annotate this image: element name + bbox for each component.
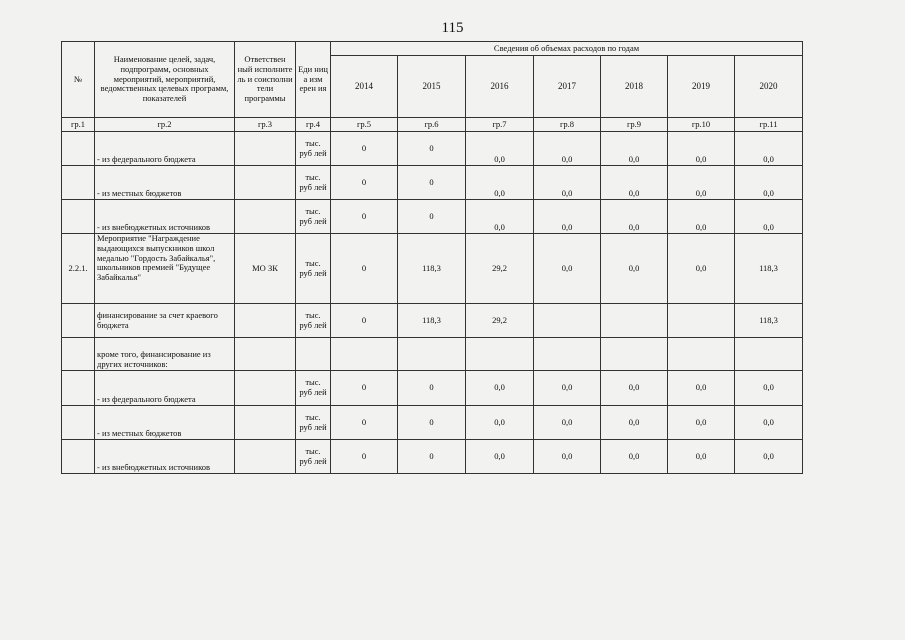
row-name: - из местных бюджетов	[95, 166, 235, 200]
row-value: 0	[398, 166, 466, 200]
row-unit: тыс. руб лей	[296, 234, 331, 304]
row-num	[62, 132, 95, 166]
row-responsible	[235, 338, 296, 371]
row-value	[398, 338, 466, 371]
row-value: 0,0	[534, 406, 601, 440]
group-label: гр.1	[62, 118, 95, 132]
row-value: 0,0	[735, 200, 803, 234]
row-value: 0,0	[534, 440, 601, 474]
row-value: 0,0	[601, 234, 668, 304]
row-name: финансирование за счет краевого бюджета	[95, 304, 235, 338]
header-expenses: Сведения об объемах расходов по годам	[331, 42, 803, 56]
row-value: 0	[331, 234, 398, 304]
row-value: 0,0	[668, 440, 735, 474]
header-year: 2015	[398, 56, 466, 118]
group-label: гр.10	[668, 118, 735, 132]
row-value	[735, 338, 803, 371]
table-row	[62, 304, 803, 338]
row-value: 0,0	[668, 406, 735, 440]
row-name: кроме того, финансирование из других источников:	[95, 338, 235, 371]
group-label: гр.7	[466, 118, 534, 132]
row-responsible	[235, 200, 296, 234]
row-num	[62, 371, 95, 406]
row-value: 0,0	[466, 166, 534, 200]
row-value: 0,0	[601, 132, 668, 166]
row-value: 29,2	[466, 234, 534, 304]
row-value: 0,0	[466, 371, 534, 406]
row-value: 0	[331, 304, 398, 338]
row-unit	[296, 338, 331, 371]
row-value: 0,0	[735, 132, 803, 166]
row-value: 0,0	[601, 440, 668, 474]
group-label: гр.8	[534, 118, 601, 132]
row-value: 0	[331, 166, 398, 200]
row-unit: тыс. руб лей	[296, 440, 331, 474]
row-name: - из местных бюджетов	[95, 406, 235, 440]
row-value: 0,0	[735, 166, 803, 200]
row-value: 0,0	[466, 406, 534, 440]
row-value: 0	[331, 132, 398, 166]
row-num	[62, 200, 95, 234]
row-name: - из федерального бюджета	[95, 371, 235, 406]
group-label: гр.3	[235, 118, 296, 132]
row-value: 0	[398, 200, 466, 234]
group-label-row	[62, 118, 803, 132]
row-value: 0,0	[534, 371, 601, 406]
row-name: - из федерального бюджета	[95, 132, 235, 166]
row-value: 0	[398, 132, 466, 166]
header-year: 2019	[668, 56, 735, 118]
table-row	[62, 132, 803, 166]
row-value	[534, 338, 601, 371]
row-value: 0,0	[534, 166, 601, 200]
row-unit: тыс. руб лей	[296, 406, 331, 440]
row-value	[668, 338, 735, 371]
row-value: 0	[331, 440, 398, 474]
row-value: 0,0	[735, 406, 803, 440]
header-year: 2018	[601, 56, 668, 118]
table-row	[62, 406, 803, 440]
row-value	[668, 304, 735, 338]
row-value: 0,0	[668, 200, 735, 234]
table-row	[62, 440, 803, 474]
row-value	[601, 338, 668, 371]
row-responsible: МО ЗК	[235, 234, 296, 304]
row-value: 0,0	[668, 371, 735, 406]
row-value: 0,0	[534, 200, 601, 234]
row-unit: тыс. руб лей	[296, 132, 331, 166]
group-label: гр.11	[735, 118, 803, 132]
row-num	[62, 338, 95, 371]
row-value: 0,0	[668, 166, 735, 200]
header-year: 2014	[331, 56, 398, 118]
row-value	[601, 304, 668, 338]
header-unit: Еди ниц а изм ерен ия	[296, 42, 331, 118]
row-value: 118,3	[398, 234, 466, 304]
row-value: 118,3	[735, 304, 803, 338]
row-responsible	[235, 406, 296, 440]
row-responsible	[235, 371, 296, 406]
table-row	[62, 371, 803, 406]
group-label: гр.5	[331, 118, 398, 132]
row-unit: тыс. руб лей	[296, 304, 331, 338]
header-num: №	[62, 42, 95, 118]
row-responsible	[235, 440, 296, 474]
row-responsible	[235, 166, 296, 200]
row-value: 0,0	[668, 234, 735, 304]
header-year: 2017	[534, 56, 601, 118]
row-value: 29,2	[466, 304, 534, 338]
table-row	[62, 200, 803, 234]
header-year: 2020	[735, 56, 803, 118]
table-row	[62, 338, 803, 371]
row-value: 0	[331, 371, 398, 406]
header-responsible: Ответствен ный исполните ль и соисполни тели программы	[235, 42, 296, 118]
row-responsible	[235, 304, 296, 338]
group-label: гр.4	[296, 118, 331, 132]
row-value: 0,0	[735, 371, 803, 406]
row-value: 0,0	[534, 132, 601, 166]
row-value: 0,0	[601, 166, 668, 200]
row-responsible	[235, 132, 296, 166]
row-value: 0,0	[601, 200, 668, 234]
row-unit: тыс. руб лей	[296, 200, 331, 234]
header-year: 2016	[466, 56, 534, 118]
row-unit: тыс. руб лей	[296, 371, 331, 406]
row-value	[466, 338, 534, 371]
row-value	[331, 338, 398, 371]
row-value: 0	[398, 440, 466, 474]
row-value: 0,0	[466, 132, 534, 166]
row-value: 0	[398, 371, 466, 406]
group-label: гр.6	[398, 118, 466, 132]
row-num: 2.2.1.	[62, 234, 95, 304]
row-value: 118,3	[398, 304, 466, 338]
row-num	[62, 166, 95, 200]
row-name: - из внебюджетных источников	[95, 200, 235, 234]
row-num	[62, 304, 95, 338]
row-value: 0,0	[601, 371, 668, 406]
table-row	[62, 234, 803, 304]
row-num	[62, 440, 95, 474]
table-row	[62, 166, 803, 200]
row-unit: тыс. руб лей	[296, 166, 331, 200]
row-value: 0	[331, 406, 398, 440]
budget-table	[61, 41, 803, 474]
row-value: 0	[398, 406, 466, 440]
row-num	[62, 406, 95, 440]
group-label: гр.2	[95, 118, 235, 132]
row-value	[534, 304, 601, 338]
row-name: Мероприятие "Награждение выдающихся выпускников школ медалью "Гордость Забайкалья", школьников премией "Будущее Забайкалья"	[95, 234, 235, 304]
page-number: 115	[441, 20, 464, 36]
row-value: 0,0	[534, 234, 601, 304]
header-name: Наименование целей, задач, подпрограмм, основных мероприятий, мероприятий, ведомственных целевых программ, показателей	[95, 42, 235, 118]
row-value: 0,0	[668, 132, 735, 166]
row-value: 118,3	[735, 234, 803, 304]
group-label: гр.9	[601, 118, 668, 132]
row-value: 0,0	[466, 440, 534, 474]
row-name: - из внебюджетных источников	[95, 440, 235, 474]
row-value: 0	[331, 200, 398, 234]
row-value: 0,0	[466, 200, 534, 234]
row-value: 0,0	[601, 406, 668, 440]
row-value: 0,0	[735, 440, 803, 474]
